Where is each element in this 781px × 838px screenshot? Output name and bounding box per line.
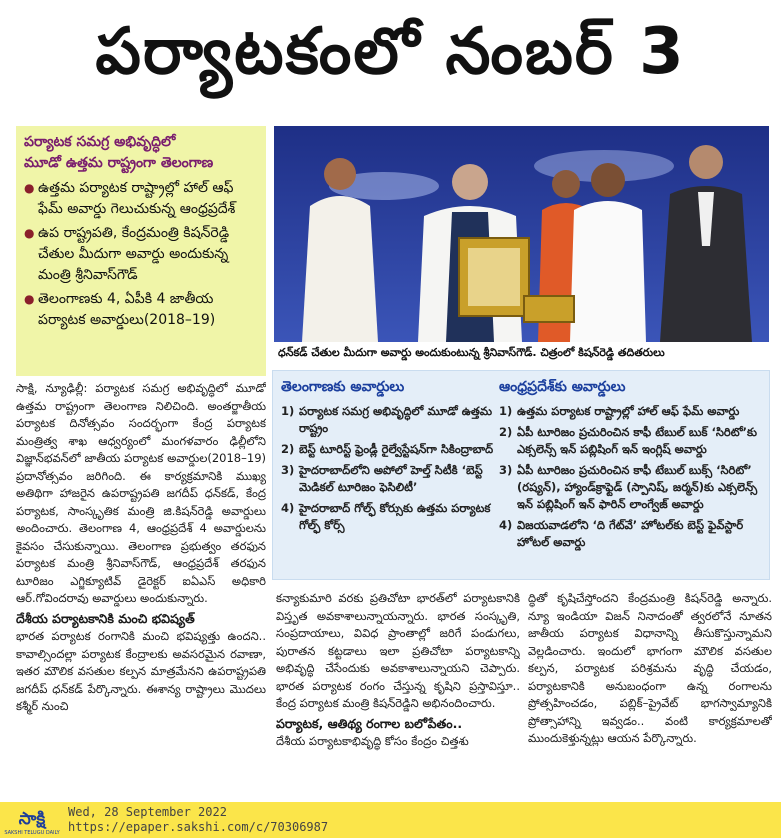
award-text: హైదరాబాద్‌లోని అపోలో హెల్త్ సిటీకి ‘బెస్ట్ మెడికల్ టూరిజం ఫెసిలిటీ’ — [299, 463, 483, 494]
award-number: 2) — [281, 442, 295, 456]
summary-bullet: ● తెలంగాణకు 4, ఏపీకి 4 జాతీయ పర్యాటక అవార్డులు(2018–19) — [24, 289, 258, 331]
summary-bullet: ● ఉప రాష్ట్రపతి, కేంద్రమంత్రి కిషన్‌రెడ్డి చేతుల మీదుగా అవార్డు అందుకున్న మంత్రి శ్రీనివాస్‌గౌడ్ — [24, 223, 258, 286]
edition-date: Wed, 28 September 2022 — [68, 805, 227, 819]
headline: పర్యాటకంలో నంబర్ 3 — [95, 14, 686, 89]
award-item — [499, 462, 765, 513]
article-column-3 — [528, 590, 772, 800]
award-text: విజయవాడలోని ‘ది గేట్‌వే’ హోటల్‌కు బెస్ట్ ఫైవ్‌స్టార్ హోటల్ అవార్డు — [517, 518, 744, 549]
award-number: 1) — [281, 404, 295, 418]
article-subheading: దేశీయ పర్యాటకానికి మంచి భవిష్యత్ — [16, 610, 195, 626]
article-paragraph: ద్ధితో కృషిచేస్తోందని కేంద్రమంత్రి కిషన్‌రెడ్డి అన్నారు. న్యూ ఇండియా విజన్ నినాదంతో త్వరలోనే నూతన జాతీయ పర్యాటక విధానాన్ని తీసుకొస్తున్నామని వెల్లడించారు. ఇందులో భాగంగా మౌలిక వసతుల కల్పన, పర్యాటక పరిశ్రమను వృద్ధి చేయడం, పర్యాటకానికి అనుబంధంగా ఉన్న రంగాలను ప్రోత్సహించడం, పబ్లిక్–ప్రైవేట్ భాగస్వామ్యానికి ప్రోత్సాహాన్ని ఇవ్వడం.. వంటి కార్యక్రమాలతో ముందుకెళ్తున్నట్లు ఆయన పేర్కొన్నారు. — [528, 591, 772, 745]
photo-caption: ధన్‌కడ్ చేతుల మీదుగా అవార్డు అందుకుంటున్న శ్రీనివాస్‌గౌడ్. చిత్రంలో కిషన్‌రెడ్డి తదితరులు — [278, 346, 665, 359]
sakshi-logo — [2, 804, 62, 836]
award-text: బెస్ట్ టూరిస్ట్ ఫ్రెండ్లీ రైల్వేస్టేషన్‌గా సికింద్రాబాద్ — [299, 442, 494, 456]
telangana-awards-title: తెలంగాణకు అవార్డులు — [281, 379, 405, 395]
article-paragraph: దేశీయ పర్యాటకాభివృద్ధి కోసం కేంద్రం చిత్తశు — [276, 734, 469, 748]
article-paragraph: కన్యాకుమారి వరకు ప్రతిచోటా భారత్‌లో పర్యాటకానికి విస్తృత అవకాశాలున్నాయన్నారు. భారత సంస్కృతి, సంప్రదాయాలు, వివిధ ప్రాంతాల్లో జరిగే పండుగలు, పురాతన కట్టడాలు ఇలా ప్రతిచోటా పర్యాటకాన్ని అభివృద్ధి చేసేందుకు అవకాశాలున్నాయని చెప్పారు. భారత పర్యాటక రంగం చేస్తున్న కృషిని ప్రస్తావిస్తూ.. కేంద్ర పర్యాటక మంత్రి కిషన్‌రెడ్డిని అభినందించారు. — [276, 591, 520, 710]
telangana-awards-list — [281, 403, 499, 534]
telangana-awards — [281, 377, 499, 538]
award-number: 4) — [499, 518, 513, 532]
award-item — [499, 517, 765, 551]
award-text: ఉత్తమ పర్యాటక రాష్ట్రాల్లో హాల్ ఆఫ్ ఫేమ్ అవార్డు — [517, 404, 740, 418]
award-item — [281, 403, 499, 437]
ap-awards-title: ఆంధ్రప్రదేశ్‌కు అవార్డులు — [499, 379, 626, 395]
article-column-2 — [276, 590, 520, 800]
epaper-url[interactable]: https://epaper.sakshi.com/c/70306987 — [68, 820, 329, 834]
award-text: పర్యాటక సమగ్ర అభివృద్ధిలో మూడో ఉత్తమ రాష్ట్రం — [299, 404, 493, 435]
logo-subtext: SAKSHI TELUGU DAILY — [4, 830, 60, 836]
award-item — [499, 403, 765, 420]
summary-box — [16, 126, 266, 376]
ap-awards-list — [499, 403, 765, 551]
award-number: 4) — [281, 501, 295, 515]
award-number: 1) — [499, 404, 513, 418]
logo-text: సాక్షి — [18, 809, 46, 829]
award-text: ఏపీ టూరిజం ప్రచురించిన కాఫీ టేబుల్ బుక్ ‘సిరిటో’కు ఎక్సలెన్స్ ఇన్ పబ్లిషింగ్ ఇన్ ఇంగ్లిష్ అవార్డు — [517, 425, 757, 456]
award-number: 3) — [281, 463, 295, 477]
award-item — [281, 441, 499, 458]
award-item — [499, 424, 765, 458]
summary-bullets — [24, 178, 258, 331]
article-subheading: పర్యాటక, ఆతిథ్య రంగాల బలోపేతం.. — [276, 715, 463, 731]
summary-title — [24, 132, 258, 174]
article-paragraph: భారత పర్యాటక రంగానికి మంచి భవిష్యత్తు ఉందని.. కావాల్సిందల్లా పర్యాటక కేంద్రాలకు అవసరమైన రవాణా, ఇతర మౌలిక వసతుల కల్పన మాత్రమేనని ఉపరాష్ట్రపతి జగదీప్ ధన్‌కడ్ పేర్కొన్నారు. ఈశాన్య రాష్ట్రాలు మొదలు కశ్మీర్ నుంచి — [16, 629, 266, 713]
ap-awards — [499, 377, 765, 555]
award-item — [281, 500, 499, 534]
awards-box — [272, 370, 770, 580]
award-number: 3) — [499, 463, 513, 477]
article-column-1 — [16, 380, 266, 800]
summary-title-line2: మూడో ఉత్తమ రాష్ట్రంగా తెలంగాణ — [24, 155, 214, 171]
award-number: 2) — [499, 425, 513, 439]
article-paragraph: సాక్షి, న్యూఢిల్లీ: పర్యాటక సమగ్ర అభివృద్ధిలో మూడో ఉత్తమ రాష్ట్రంగా తెలంగాణ నిలిచింది. అంతర్జాతీయ పర్యాటక దినోత్సవం సందర్భంగా కేంద్ర పర్యాటక మంత్రిత్వ శాఖ ఆధ్వర్యంలో మంగళవారం ఢిల్లీలోని విజ్ఞాన్‌భవన్‌లో జాతీయ పర్యాటక అవార్డుల(2018–19) ప్రదానోత్సవం జరిగింది. ఈ కార్యక్రమానికి ముఖ్య అతిథిగా హాజరైన ఉపరాష్ట్రపతి జగదీప్ ధన్‌కడ్, కేంద్ర పర్యాటక, సాంస్కృతిక మంత్రి జి.కిషన్‌రెడ్డి అవార్డులు అందించారు. తెలంగాణ 4, ఆంధ్రప్రదేశ్ 4 అవార్డులను కైవసం చేసుకున్నాయి. తెలంగాణ ప్రభుత్వం తరఫున పర్యాటక మంత్రి శ్రీనివాస్‌గౌడ్, ఆంధ్రప్రదేశ్ తరఫున టూరిజం ఎగ్జిక్యూటివ్ డైరెక్టర్ ఐఏఎస్ అధికారి ఆర్.గోవిందరావు అవార్డులు అందుకున్నారు. — [16, 381, 266, 605]
award-ceremony-photo — [274, 126, 769, 342]
summary-title-line1: పర్యాటక సమగ్ర అభివృద్ధిలో — [24, 134, 176, 150]
award-text: హైదరాబాద్ గోల్ఫ్ కోర్సుకు ఉత్తమ పర్యాటక గోల్ఫ్ కోర్స్ — [299, 501, 491, 532]
summary-bullet: ● ఉత్తమ పర్యాటక రాష్ట్రాల్లో హాల్ ఆఫ్ ఫేమ్ అవార్డు గెలుచుకున్న ఆంధ్రప్రదేశ్ — [24, 178, 258, 220]
ceremony-illustration — [274, 126, 769, 342]
epaper-footer — [0, 802, 781, 838]
award-text: ఏపీ టూరిజం ప్రచురించిన కాఫీ టేబుల్ బుక్స్ ‘సిరిటో’ (రష్యన్), హ్యాండ్‌క్రాఫ్టెడ్ (స్పానిష్, జర్మన్)కు ఎక్సలెన్స్ ఇన్ పబ్లిషింగ్ ఇన్ ఫారిన్ లాంగ్వేజ్ అవార్డు — [517, 463, 758, 511]
award-item — [281, 462, 499, 496]
